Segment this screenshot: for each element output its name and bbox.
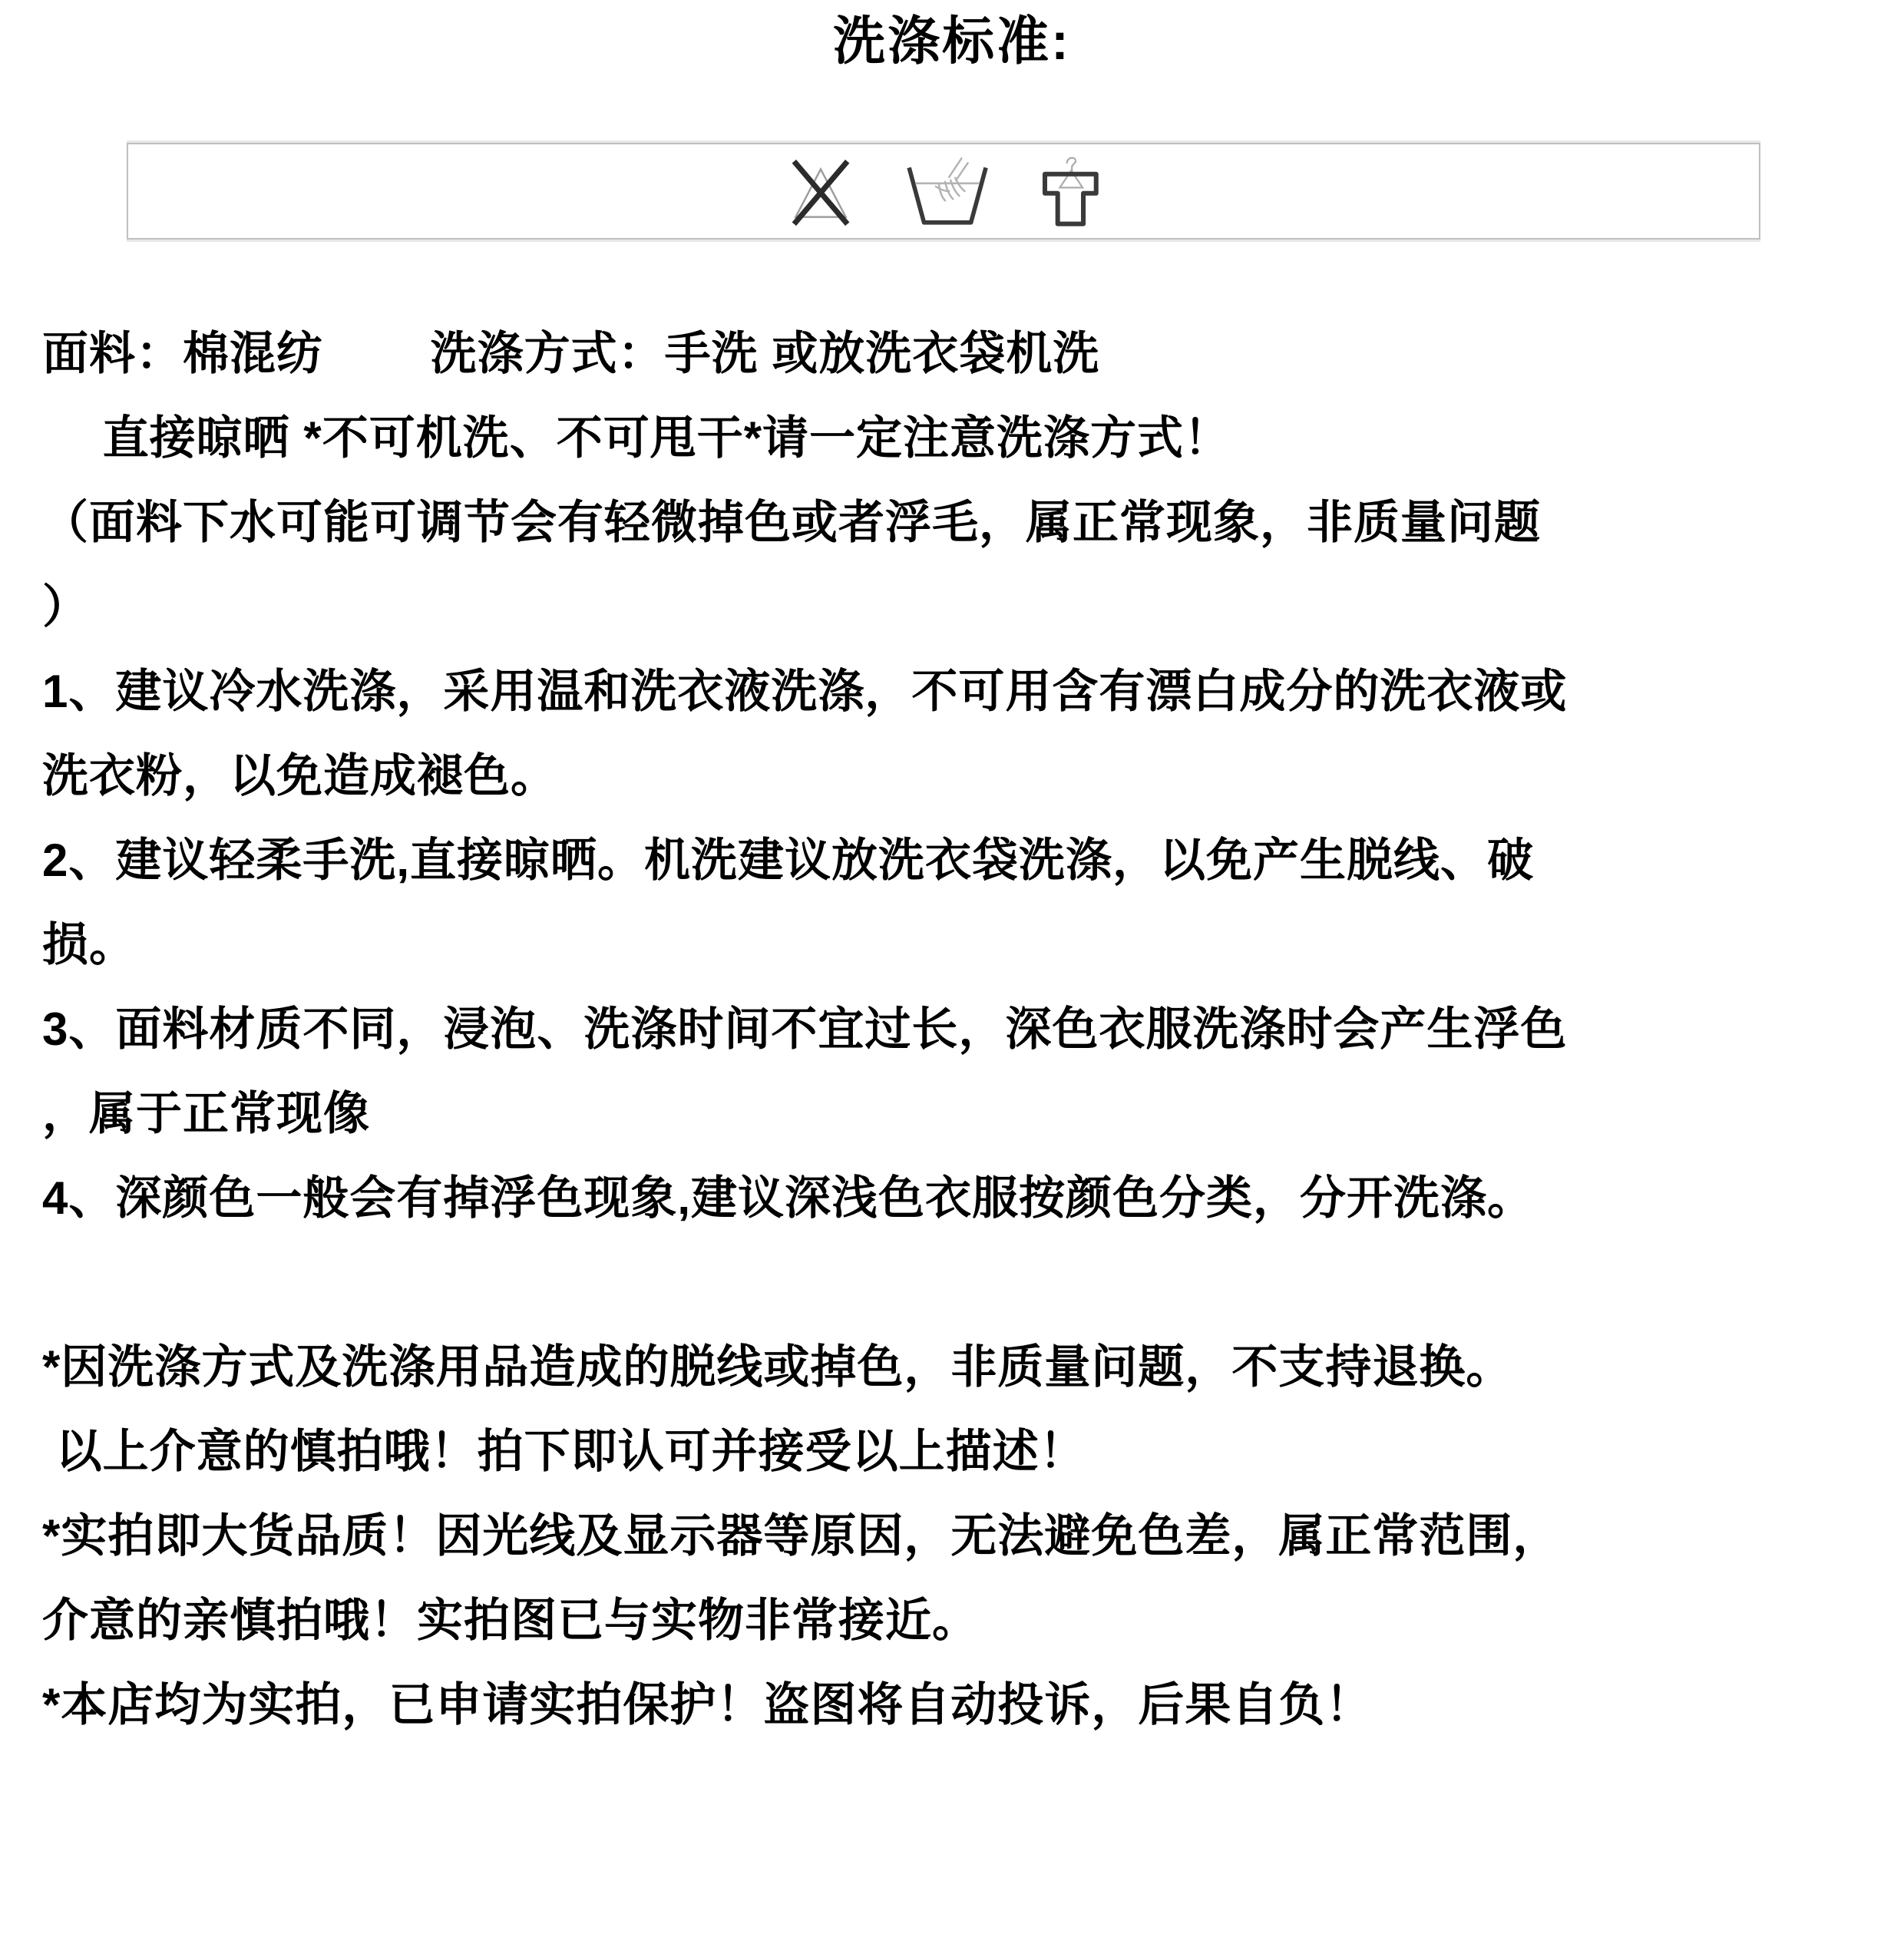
text-line: 3、面料材质不同，浸泡、洗涤时间不宜过长，深色衣服洗涤时会产生浮色 bbox=[42, 1003, 1568, 1055]
text-line: ） bbox=[42, 581, 89, 633]
care-text bbox=[0, 312, 1904, 1747]
text-line bbox=[42, 1241, 1873, 1325]
do-not-bleach-icon bbox=[782, 152, 860, 230]
text-line: 直接晾晒 *不可机洗、不可甩干*请一定注意洗涤方式！ bbox=[42, 412, 1231, 464]
text-line: 介意的亲慎拍哦！实拍图已与实物非常接近。 bbox=[42, 1595, 979, 1646]
text-line: 洗衣粉，以免造成褪色。 bbox=[42, 750, 557, 802]
text-line: 2、建议轻柔手洗,直接晾晒。机洗建议放洗衣袋洗涤，以免产生脱线、破 bbox=[42, 835, 1535, 886]
hand-wash-icon bbox=[904, 152, 990, 230]
text-line: （面料下水可能可调节会有轻微掉色或者浮毛，属正常现象，非质量问题 bbox=[42, 497, 1541, 548]
text-line: ，属于正常现像 bbox=[42, 1088, 370, 1139]
page-title: 洗涤标准: bbox=[833, 12, 1071, 71]
care-symbols-box bbox=[127, 143, 1760, 240]
text-line: 1、建议冷水洗涤，采用温和洗衣液洗涤，不可用含有漂白成分的洗衣液或 bbox=[42, 666, 1568, 717]
text-line: 损。 bbox=[42, 919, 136, 970]
text-line: 以上介意的慎拍哦！拍下即认可并接受以上描述！ bbox=[42, 1426, 1086, 1477]
text-line: *实拍即大货品质！因光线及显示器等原因，无法避免色差，属正常范围， bbox=[42, 1510, 1560, 1562]
hang-dry-icon bbox=[1035, 152, 1106, 230]
text-line: 面料：棉混纺 洗涤方式：手洗 或放洗衣袋机洗 bbox=[42, 328, 1100, 379]
text-line: *本店均为实拍，已申请实拍保护！盗图将自动投诉，后果自负！ bbox=[42, 1679, 1373, 1730]
text-line: 4、深颜色一般会有掉浮色现象,建议深浅色衣服按颜色分类，分开洗涤。 bbox=[42, 1172, 1535, 1224]
text-line: *因洗涤方式及洗涤用品造成的脱线或掉色，非质量问题，不支持退换。 bbox=[42, 1341, 1513, 1393]
